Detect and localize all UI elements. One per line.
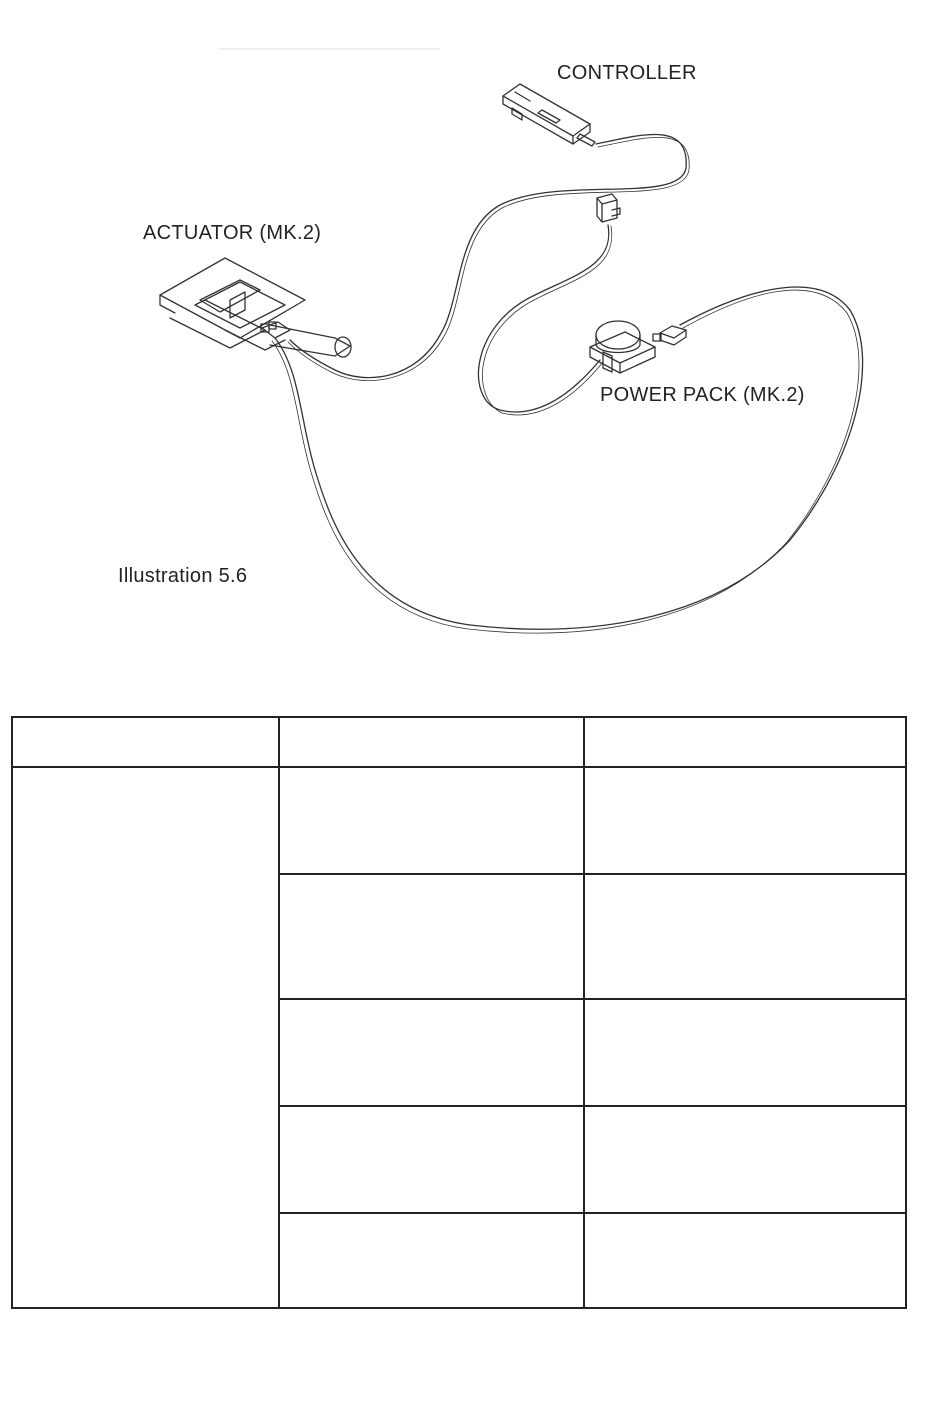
table-cell	[584, 1106, 906, 1213]
actuator-icon	[160, 258, 351, 357]
table-cell	[279, 1213, 584, 1308]
table-cell	[584, 874, 906, 999]
header-cell	[279, 717, 584, 767]
header-cell	[12, 717, 279, 767]
table-cell	[584, 767, 906, 874]
actuator-label: ACTUATOR (MK.2)	[143, 222, 322, 244]
empty-data-table	[11, 716, 907, 1309]
header-cell	[584, 717, 906, 767]
connector-icon	[597, 194, 620, 222]
table-cell	[279, 874, 584, 999]
controller-label: CONTROLLER	[557, 62, 697, 84]
power-pack-label: POWER PACK (MK.2)	[600, 384, 805, 406]
controller-icon	[503, 84, 595, 146]
table-cell	[279, 1106, 584, 1213]
figure-caption: Illustration 5.6	[118, 565, 248, 587]
table-cell	[279, 999, 584, 1106]
power-pack-icon	[590, 321, 686, 373]
table-cell	[584, 1213, 906, 1308]
table-header-row	[12, 717, 906, 767]
group-cell	[12, 767, 279, 1308]
table-row	[12, 767, 906, 874]
table-cell	[584, 999, 906, 1106]
table-cell	[279, 767, 584, 874]
